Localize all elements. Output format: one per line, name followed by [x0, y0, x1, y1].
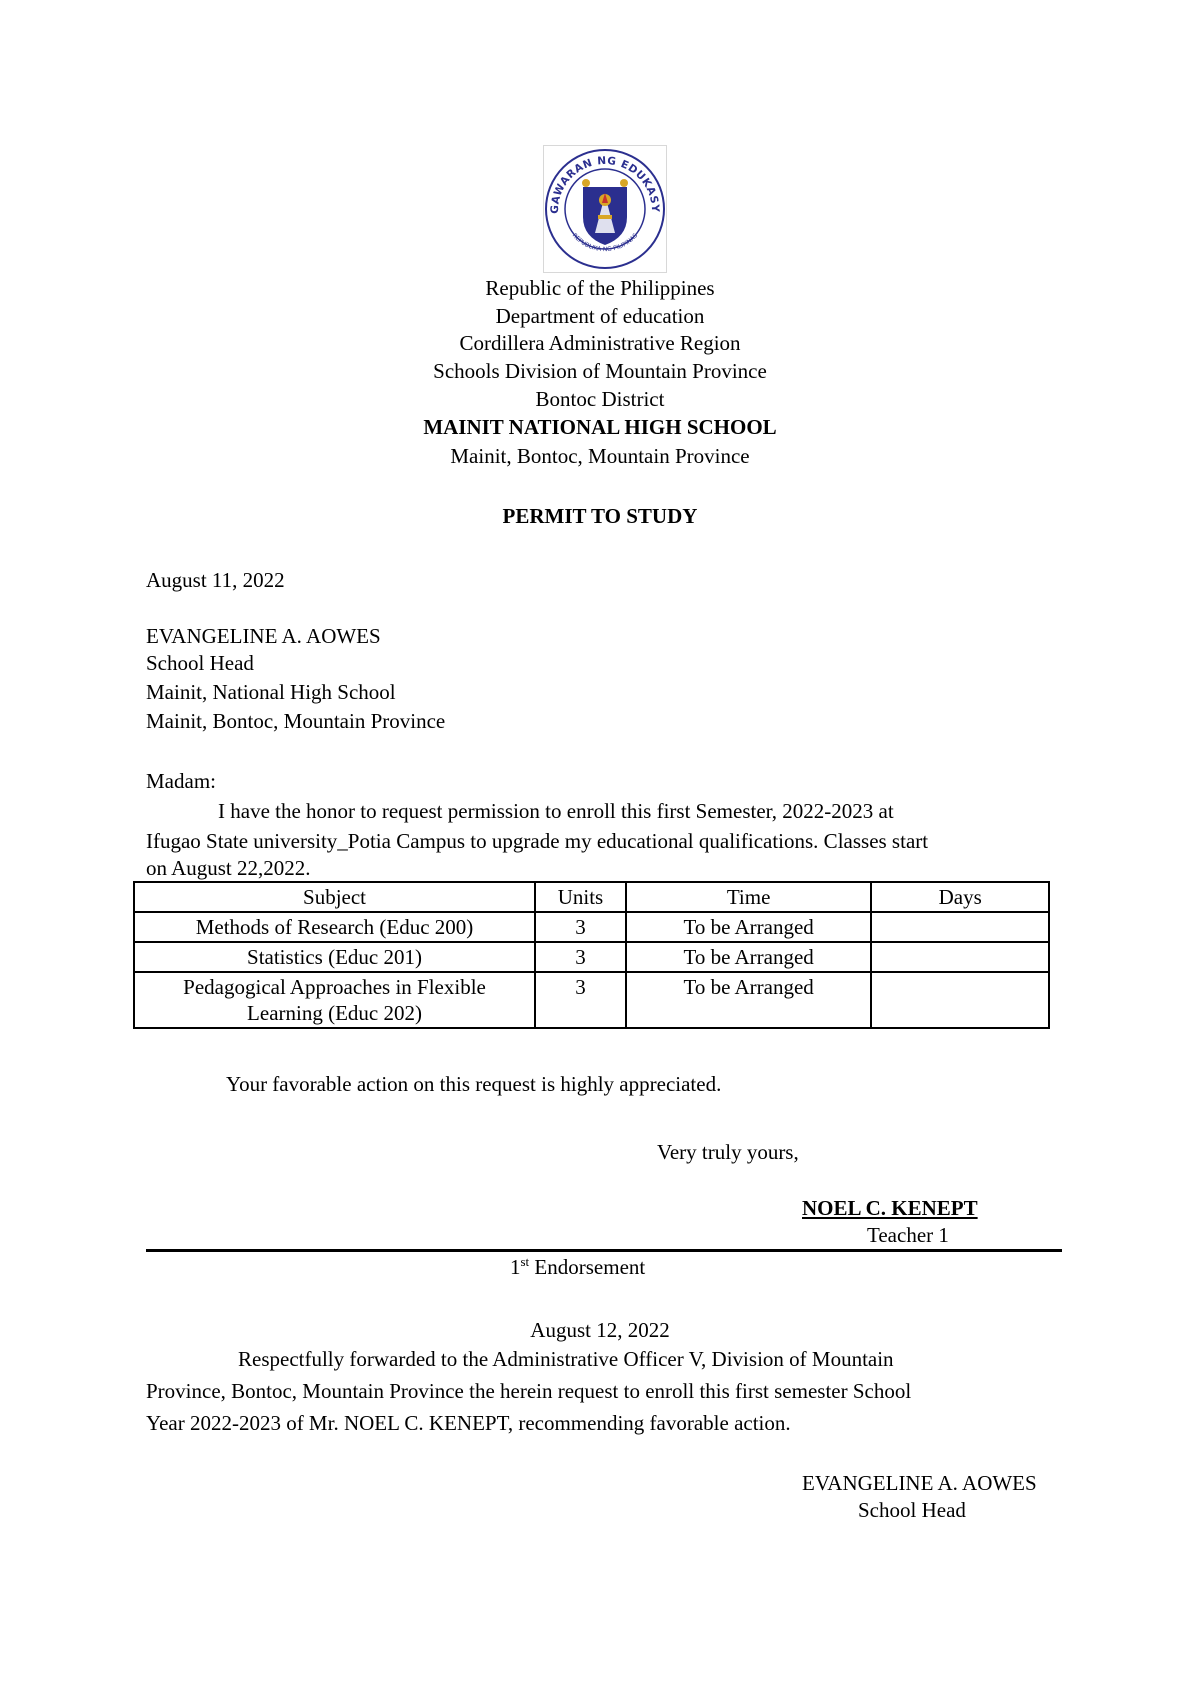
header-line-4: Schools Division of Mountain Province [433, 359, 767, 383]
table-row [134, 912, 1049, 942]
subject-cell: Methods of Research (Educ 200) [134, 912, 535, 942]
column-header-time: Time [626, 882, 871, 912]
endorsement-label: Endorsement [534, 1255, 646, 1279]
school-address: Mainit, Bontoc, Mountain Province [450, 444, 750, 468]
subject-cell [134, 972, 535, 1028]
table-row [134, 972, 1049, 1028]
signatory-name: NOEL C. KENEPT [802, 1196, 978, 1220]
seal-top-text: GAWARAN NG EDUKASY [548, 154, 662, 214]
signatory-position: Teacher 1 [867, 1223, 949, 1247]
header-line-3: Cordillera Administrative Region [459, 331, 741, 355]
header-line-2: Department of education [495, 304, 705, 328]
units-cell: 3 [535, 912, 626, 942]
subject-cell-line-2: Learning (Educ 202) [247, 1001, 422, 1025]
column-header-units: Units [535, 882, 626, 912]
endorsement-ordinal: 1 [510, 1255, 521, 1279]
recipient-name: EVANGELINE A. AOWES [146, 624, 381, 648]
endorser-name: EVANGELINE A. AOWES [802, 1471, 1037, 1495]
subject-cell-line-1: Pedagogical Approaches in Flexible [183, 975, 486, 999]
seal-bottom-text: REPUBLIKA NG PILIPINAS [570, 232, 640, 254]
school-name: MAINIT NATIONAL HIGH SCHOOL [423, 415, 777, 439]
time-cell: To be Arranged [626, 912, 871, 942]
endorsement-ordinal-suffix: st [520, 1254, 530, 1269]
body-line-2: Ifugao State university_Potia Campus to upgrade my educational qualifications. Classes start [146, 829, 929, 853]
header-line-5: Bontoc District [535, 387, 665, 411]
recipient-position: School Head [146, 651, 254, 675]
endorser-position: School Head [858, 1498, 966, 1522]
body-line-3: on August 22,2022. [146, 856, 311, 880]
time-cell: To be Arranged [626, 972, 871, 1028]
closing-text: Your favorable action on this request is highly appreciated. [226, 1072, 722, 1096]
column-header-days: Days [871, 882, 1049, 912]
table-row [134, 942, 1049, 972]
endorsement-line-3: Year 2022-2023 of Mr. NOEL C. KENEPT, recommending favorable action. [146, 1411, 791, 1435]
recipient-school: Mainit, National High School [146, 680, 396, 704]
seal-icon [543, 145, 667, 273]
days-cell [871, 912, 1049, 942]
section-divider [146, 1249, 1062, 1252]
endorsement-date: August 12, 2022 [530, 1318, 670, 1342]
document-title: PERMIT TO STUDY [502, 504, 698, 528]
endorsement-line-1: Respectfully forwarded to the Administrative Officer V, Division of Mountain [238, 1347, 894, 1371]
endorsement-line-2: Province, Bontoc, Mountain Province the herein request to enroll this first semester School [146, 1379, 912, 1403]
letter-date: August 11, 2022 [146, 568, 285, 592]
valediction: Very truly yours, [657, 1140, 799, 1164]
subjects-table [133, 881, 1050, 1029]
column-header-subject: Subject [134, 882, 535, 912]
days-cell [871, 942, 1049, 972]
header-line-1: Republic of the Philippines [485, 276, 715, 300]
table-header-row [134, 882, 1049, 912]
days-cell [871, 972, 1049, 1028]
deped-seal-logo [543, 145, 667, 273]
salutation: Madam: [146, 769, 216, 793]
subject-cell: Statistics (Educ 201) [134, 942, 535, 972]
time-cell: To be Arranged [626, 942, 871, 972]
units-cell: 3 [535, 942, 626, 972]
body-line-1: I have the honor to request permission to enroll this first Semester, 2022-2023 at [218, 799, 894, 823]
endorsement-heading [510, 1254, 645, 1280]
units-cell: 3 [535, 972, 626, 1028]
recipient-address: Mainit, Bontoc, Mountain Province [146, 709, 446, 733]
